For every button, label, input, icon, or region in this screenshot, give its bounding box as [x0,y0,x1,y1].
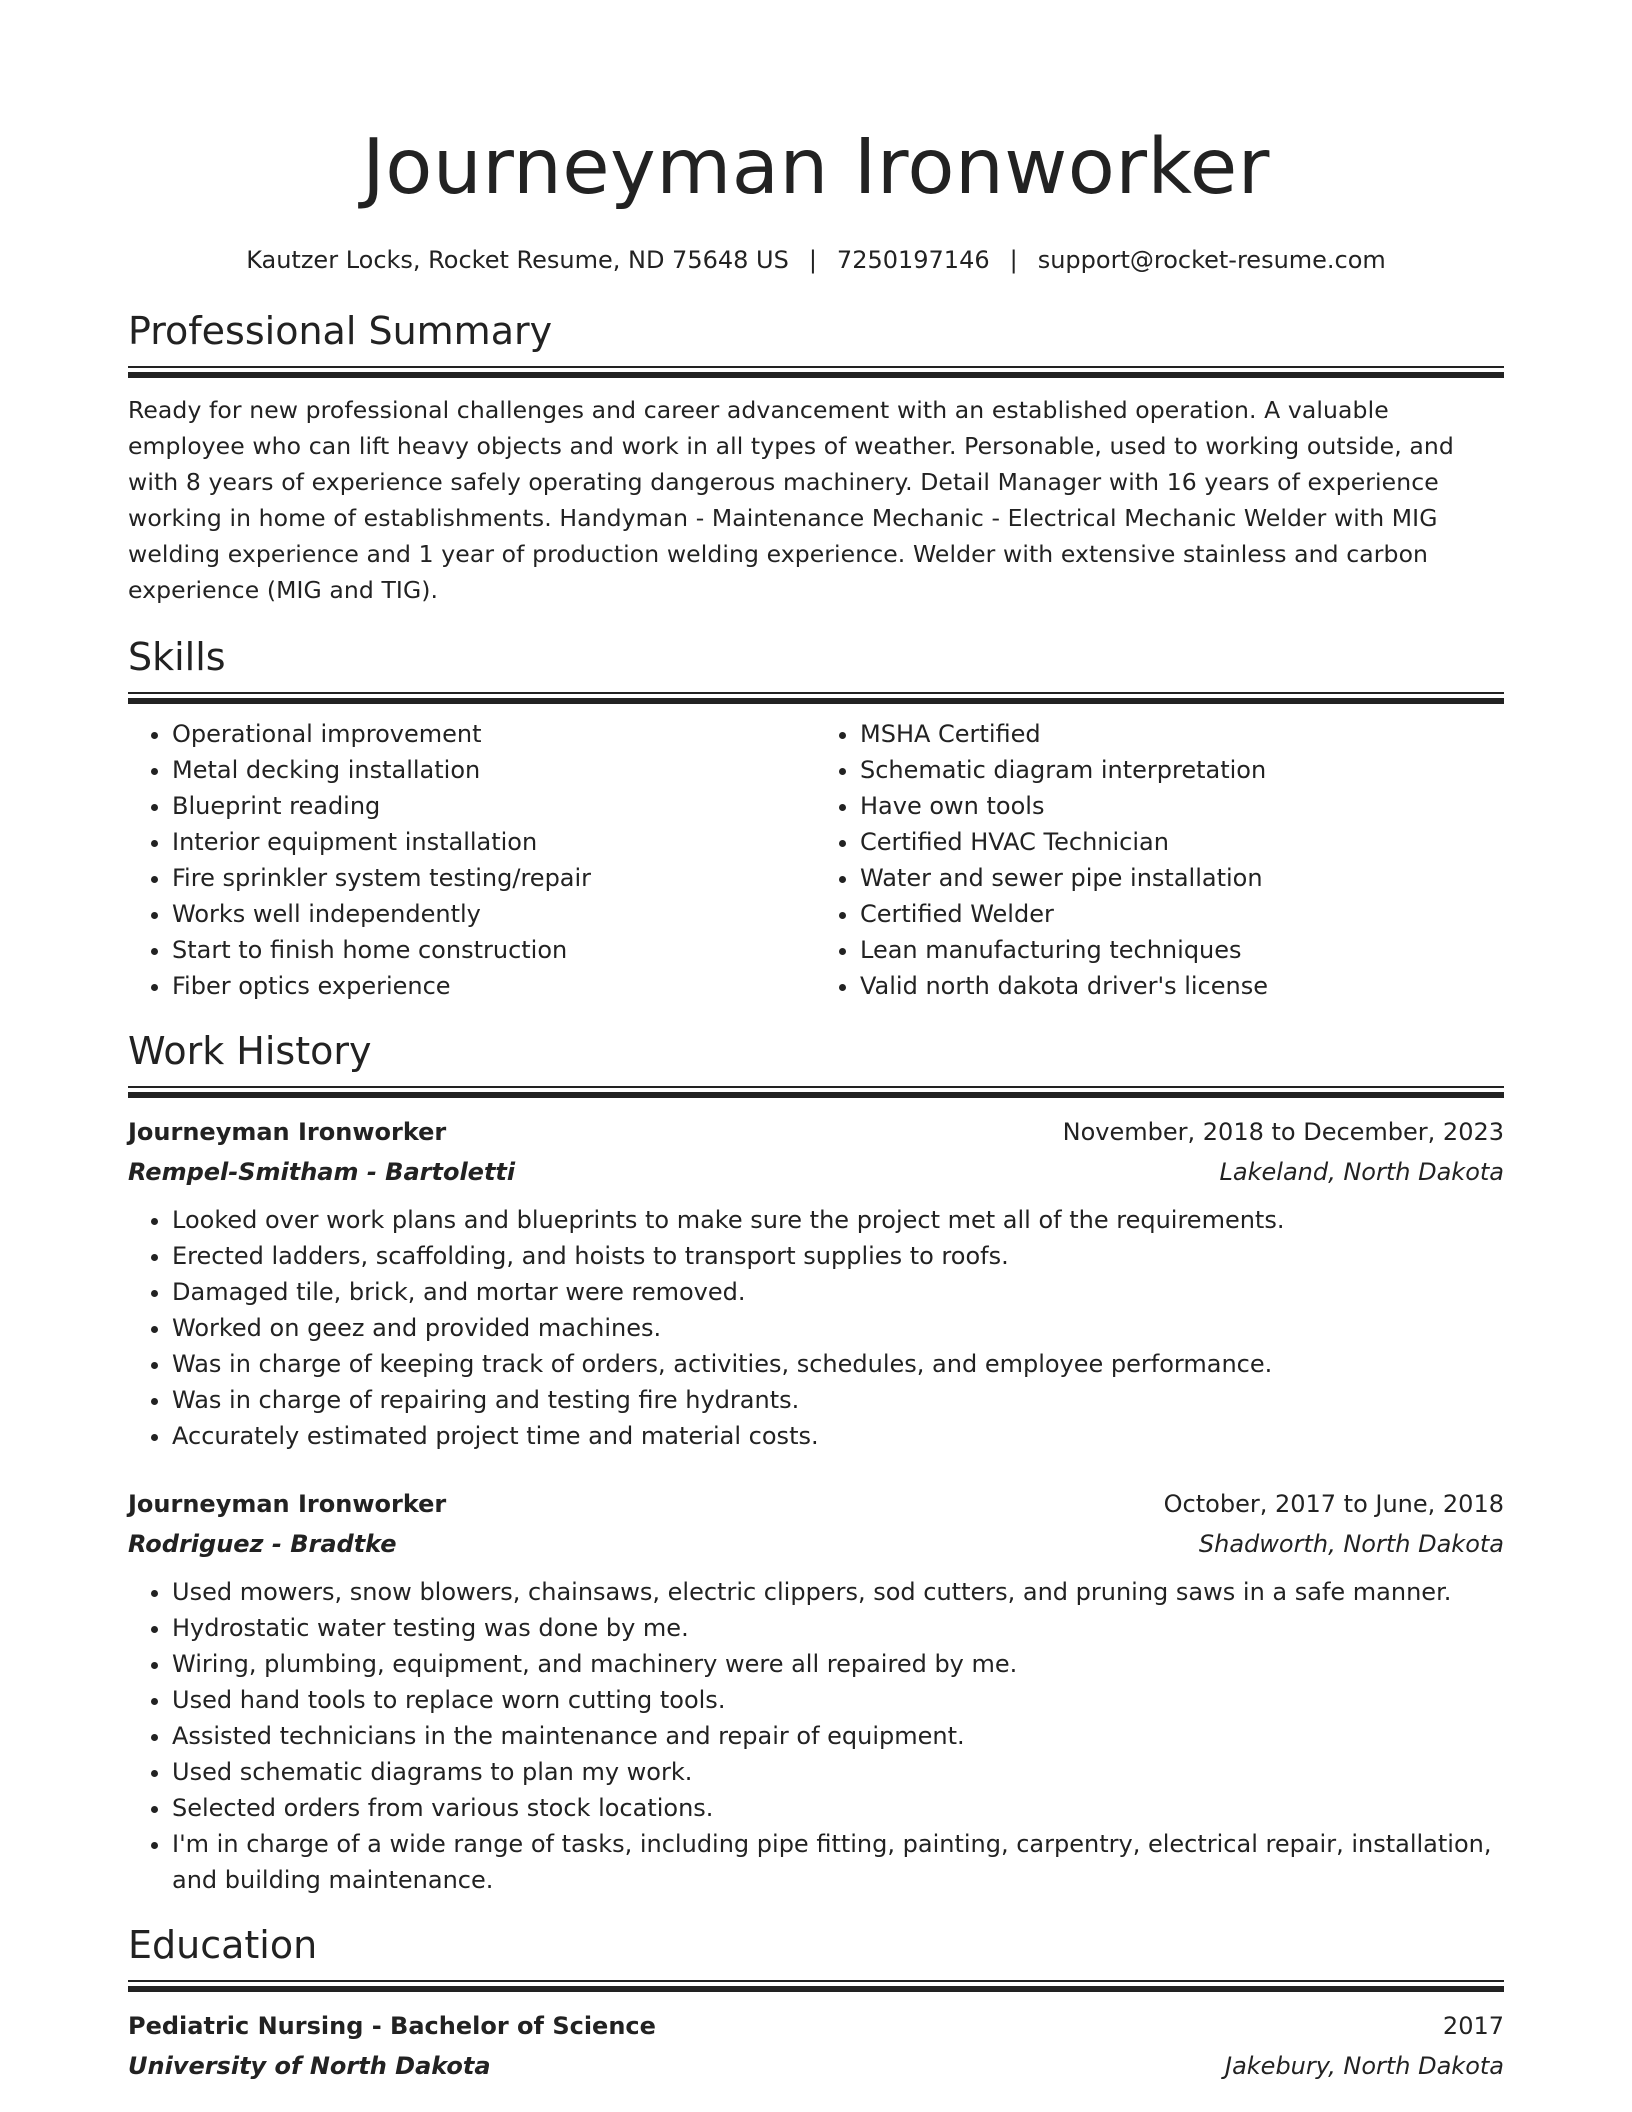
skill-item: • Schematic diagram interpretation [860,752,1504,788]
education-degree: Pediatric Nursing - Bachelor of Science [128,2012,656,2040]
section-divider [128,366,1504,378]
job-location: Lakeland, North Dakota [1219,1158,1504,1186]
job-duty: • Accurately estimated project time and material costs. [172,1418,1504,1454]
job-title: Journeyman Ironworker [128,1490,447,1518]
job-duty: • Erected ladders, scaffolding, and hoists to transport supplies to roofs. [172,1238,1504,1274]
job-header [128,1112,1504,1152]
job-duty: • Hydrostatic water testing was done by me. [172,1610,1504,1646]
skill-item: • Water and sewer pipe installation [860,860,1504,896]
education-location: Jakebury, North Dakota [1225,2052,1504,2080]
work-history-section [128,1026,1504,1898]
skills-list [128,716,1504,1004]
skills-column-left [128,716,816,1004]
education-school: University of North Dakota [128,2052,491,2080]
job-entry [128,1112,1504,1454]
skills-column-right [816,716,1504,1004]
skill-item: • Valid north dakota driver's license [860,968,1504,1004]
contact-address: Kautzer Locks, Rocket Resume, ND 75648 US [246,246,789,274]
skill-item: • Works well independently [172,896,816,932]
section-title-summary: Professional Summary [128,309,553,353]
job-header [128,1484,1504,1524]
skill-item: • Interior equipment installation [172,824,816,860]
skill-item: • Fire sprinkler system testing/repair [172,860,816,896]
resume-content [128,0,1504,2086]
job-company: Rempel-Smitham - Bartoletti [128,1158,516,1186]
job-duties [128,1574,1504,1898]
education-year: 2017 [1442,2012,1504,2040]
job-duties [128,1202,1504,1454]
job-subheader [128,1524,1504,1564]
job-duty: • Assisted technicians in the maintenance and repair of equipment. [172,1718,1504,1754]
job-duty: • Selected orders from various stock locations. [172,1790,1504,1826]
skill-item: • Lean manufacturing techniques [860,932,1504,968]
job-duty: • Used hand tools to replace worn cutting tools. [172,1682,1504,1718]
section-title-skills: Skills [128,635,226,679]
section-divider [128,1980,1504,1992]
job-duty: • Wiring, plumbing, equipment, and machinery were all repaired by me. [172,1646,1504,1682]
skills-section [128,632,1504,1004]
job-duty: • Damaged tile, brick, and mortar were removed. [172,1274,1504,1310]
candidate-name: Journeyman Ironworker [362,123,1270,212]
skill-item: • Have own tools [860,788,1504,824]
job-subheader [128,1152,1504,1192]
summary-section [128,306,1504,608]
skill-item: • Blueprint reading [172,788,816,824]
job-duty: • Was in charge of keeping track of orders, activities, schedules, and employee performance. [172,1346,1504,1382]
contact-line [128,244,1504,276]
job-dates: October, 2017 to June, 2018 [1163,1490,1504,1518]
job-company: Rodriguez - Bradtke [128,1530,397,1558]
job-duty: • Was in charge of repairing and testing fire hydrants. [172,1382,1504,1418]
job-duty: • Used mowers, snow blowers, chainsaws, electric clippers, sod cutters, and pruning saws in a safe manner. [172,1574,1504,1610]
job-title: Journeyman Ironworker [128,1118,447,1146]
job-duty: • Used schematic diagrams to plan my work. [172,1754,1504,1790]
section-title-work-history: Work History [128,1029,372,1073]
education-entry [128,2006,1504,2086]
skill-item: • MSHA Certified [860,716,1504,752]
skill-item: • Certified HVAC Technician [860,824,1504,860]
skill-item: • Start to finish home construction [172,932,816,968]
contact-separator: | [1009,246,1018,274]
skill-item: • Metal decking installation [172,752,816,788]
skill-item: • Fiber optics experience [172,968,816,1004]
education-section [128,1920,1504,2086]
section-title-education: Education [128,1923,318,1967]
job-entry [128,1484,1504,1898]
section-divider [128,692,1504,704]
job-duty: • Worked on geez and provided machines. [172,1310,1504,1346]
contact-email[interactable]: support@rocket-resume.com [1037,246,1386,274]
job-duty: • Looked over work plans and blueprints to make sure the project met all of the requirements. [172,1202,1504,1238]
job-dates: November, 2018 to December, 2023 [1062,1118,1504,1146]
job-location: Shadworth, North Dakota [1198,1530,1504,1558]
education-subheader [128,2046,1504,2086]
job-duty: • I'm in charge of a wide range of tasks, including pipe fitting, painting, carpentry, electrical repair, installation, and building maintenance. [172,1826,1504,1898]
skill-item: • Operational improvement [172,716,816,752]
education-header [128,2006,1504,2046]
summary-text: Ready for new professional challenges and career advancement with an established operation. A valuable employee who can lift heavy objects and work in all types of weather. Personable, used to working outside, and with 8 years of experience safely operating dangerous machinery. Detail Manager with 16 years of experience working in home of establishments. Handyman - Maintenance Mechanic - Electrical Mechanic Welder with MIG welding experience and 1 year of production welding experience. Welder with extensive stainless and carbon experience (MIG and TIG). [128,396,1454,604]
skill-item: • Certified Welder [860,896,1504,932]
contact-phone[interactable]: 7250197146 [836,246,990,274]
section-divider [128,1086,1504,1098]
contact-separator: | [808,246,817,274]
